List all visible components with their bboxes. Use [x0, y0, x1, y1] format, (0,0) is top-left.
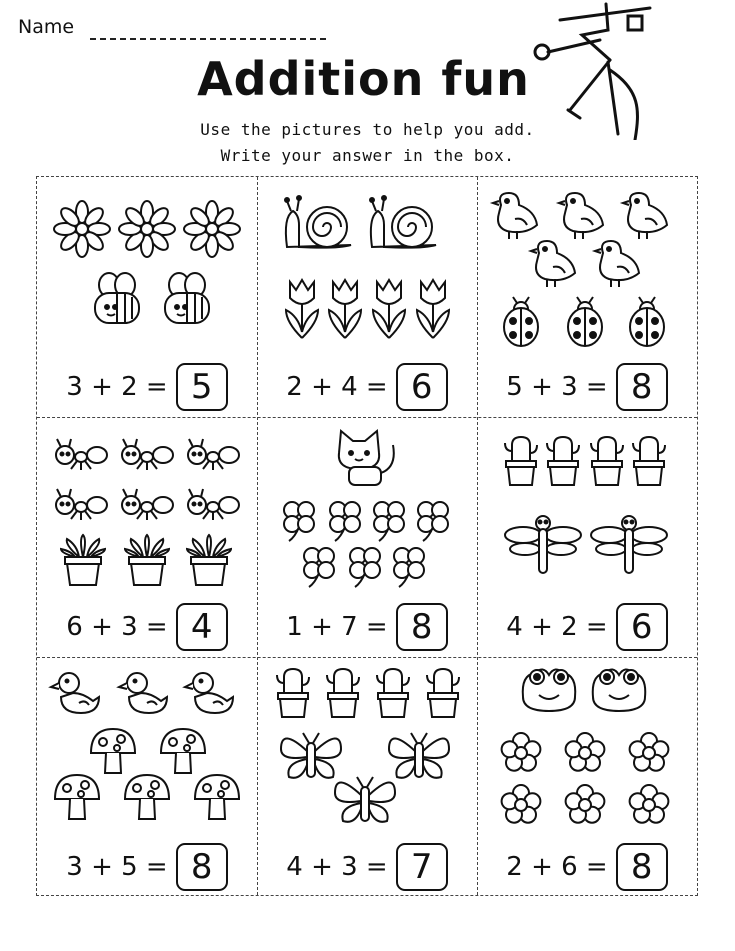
equation-row [37, 601, 257, 653]
equation-row [477, 601, 697, 653]
problem-9 [477, 657, 697, 897]
problem-5 [257, 417, 477, 657]
equation-row [37, 841, 257, 893]
equation-text: 1 + 7 = [286, 612, 388, 642]
snail-tulip-pictures [257, 177, 477, 357]
problem-4 [37, 417, 257, 657]
answer-box[interactable]: 5 [176, 363, 228, 411]
answer-box[interactable]: 6 [396, 363, 448, 411]
problem-grid [36, 176, 698, 896]
equation-row [477, 841, 697, 893]
flower-bee-pictures [37, 177, 257, 357]
answer-box[interactable]: 8 [616, 843, 668, 891]
name-label: Name [18, 16, 75, 38]
problem-6 [477, 417, 697, 657]
equation-text: 6 + 3 = [66, 612, 168, 642]
answer-box[interactable]: 8 [616, 363, 668, 411]
equation-text: 3 + 5 = [66, 852, 168, 882]
problem-3 [477, 177, 697, 417]
name-line[interactable] [90, 38, 326, 40]
equation-text: 4 + 3 = [286, 852, 388, 882]
cat-clover-pictures [257, 417, 477, 597]
ant-plant-pictures [37, 417, 257, 597]
equation-row [257, 601, 477, 653]
answer-box[interactable]: 8 [396, 603, 448, 651]
page-title: Addition fun [197, 52, 530, 106]
equation-row [257, 841, 477, 893]
equation-text: 4 + 2 = [506, 612, 608, 642]
answer-box[interactable]: 8 [176, 843, 228, 891]
equation-row [37, 361, 257, 413]
equation-row [257, 361, 477, 413]
cactus-butterfly-pictures [257, 657, 477, 837]
instruction-line-2: Write your answer in the box. [220, 146, 515, 165]
equation-text: 3 + 2 = [66, 372, 168, 402]
instruction-line-1: Use the pictures to help you add. [200, 120, 535, 139]
problem-1 [37, 177, 257, 417]
equation-text: 5 + 3 = [506, 372, 608, 402]
problem-2 [257, 177, 477, 417]
answer-box[interactable]: 6 [616, 603, 668, 651]
duck-mushroom-pictures [37, 657, 257, 837]
cat-icon [339, 431, 394, 485]
equation-row [477, 361, 697, 413]
frog-flower-pictures [477, 657, 697, 837]
answer-box[interactable]: 4 [176, 603, 228, 651]
answer-box[interactable]: 7 [396, 843, 448, 891]
problem-8 [257, 657, 477, 897]
equation-text: 2 + 6 = [506, 852, 608, 882]
cactus-dragonfly-pictures [477, 417, 697, 597]
problem-7 [37, 657, 257, 897]
bird-ladybug-pictures [477, 177, 697, 357]
equation-text: 2 + 4 = [286, 372, 388, 402]
